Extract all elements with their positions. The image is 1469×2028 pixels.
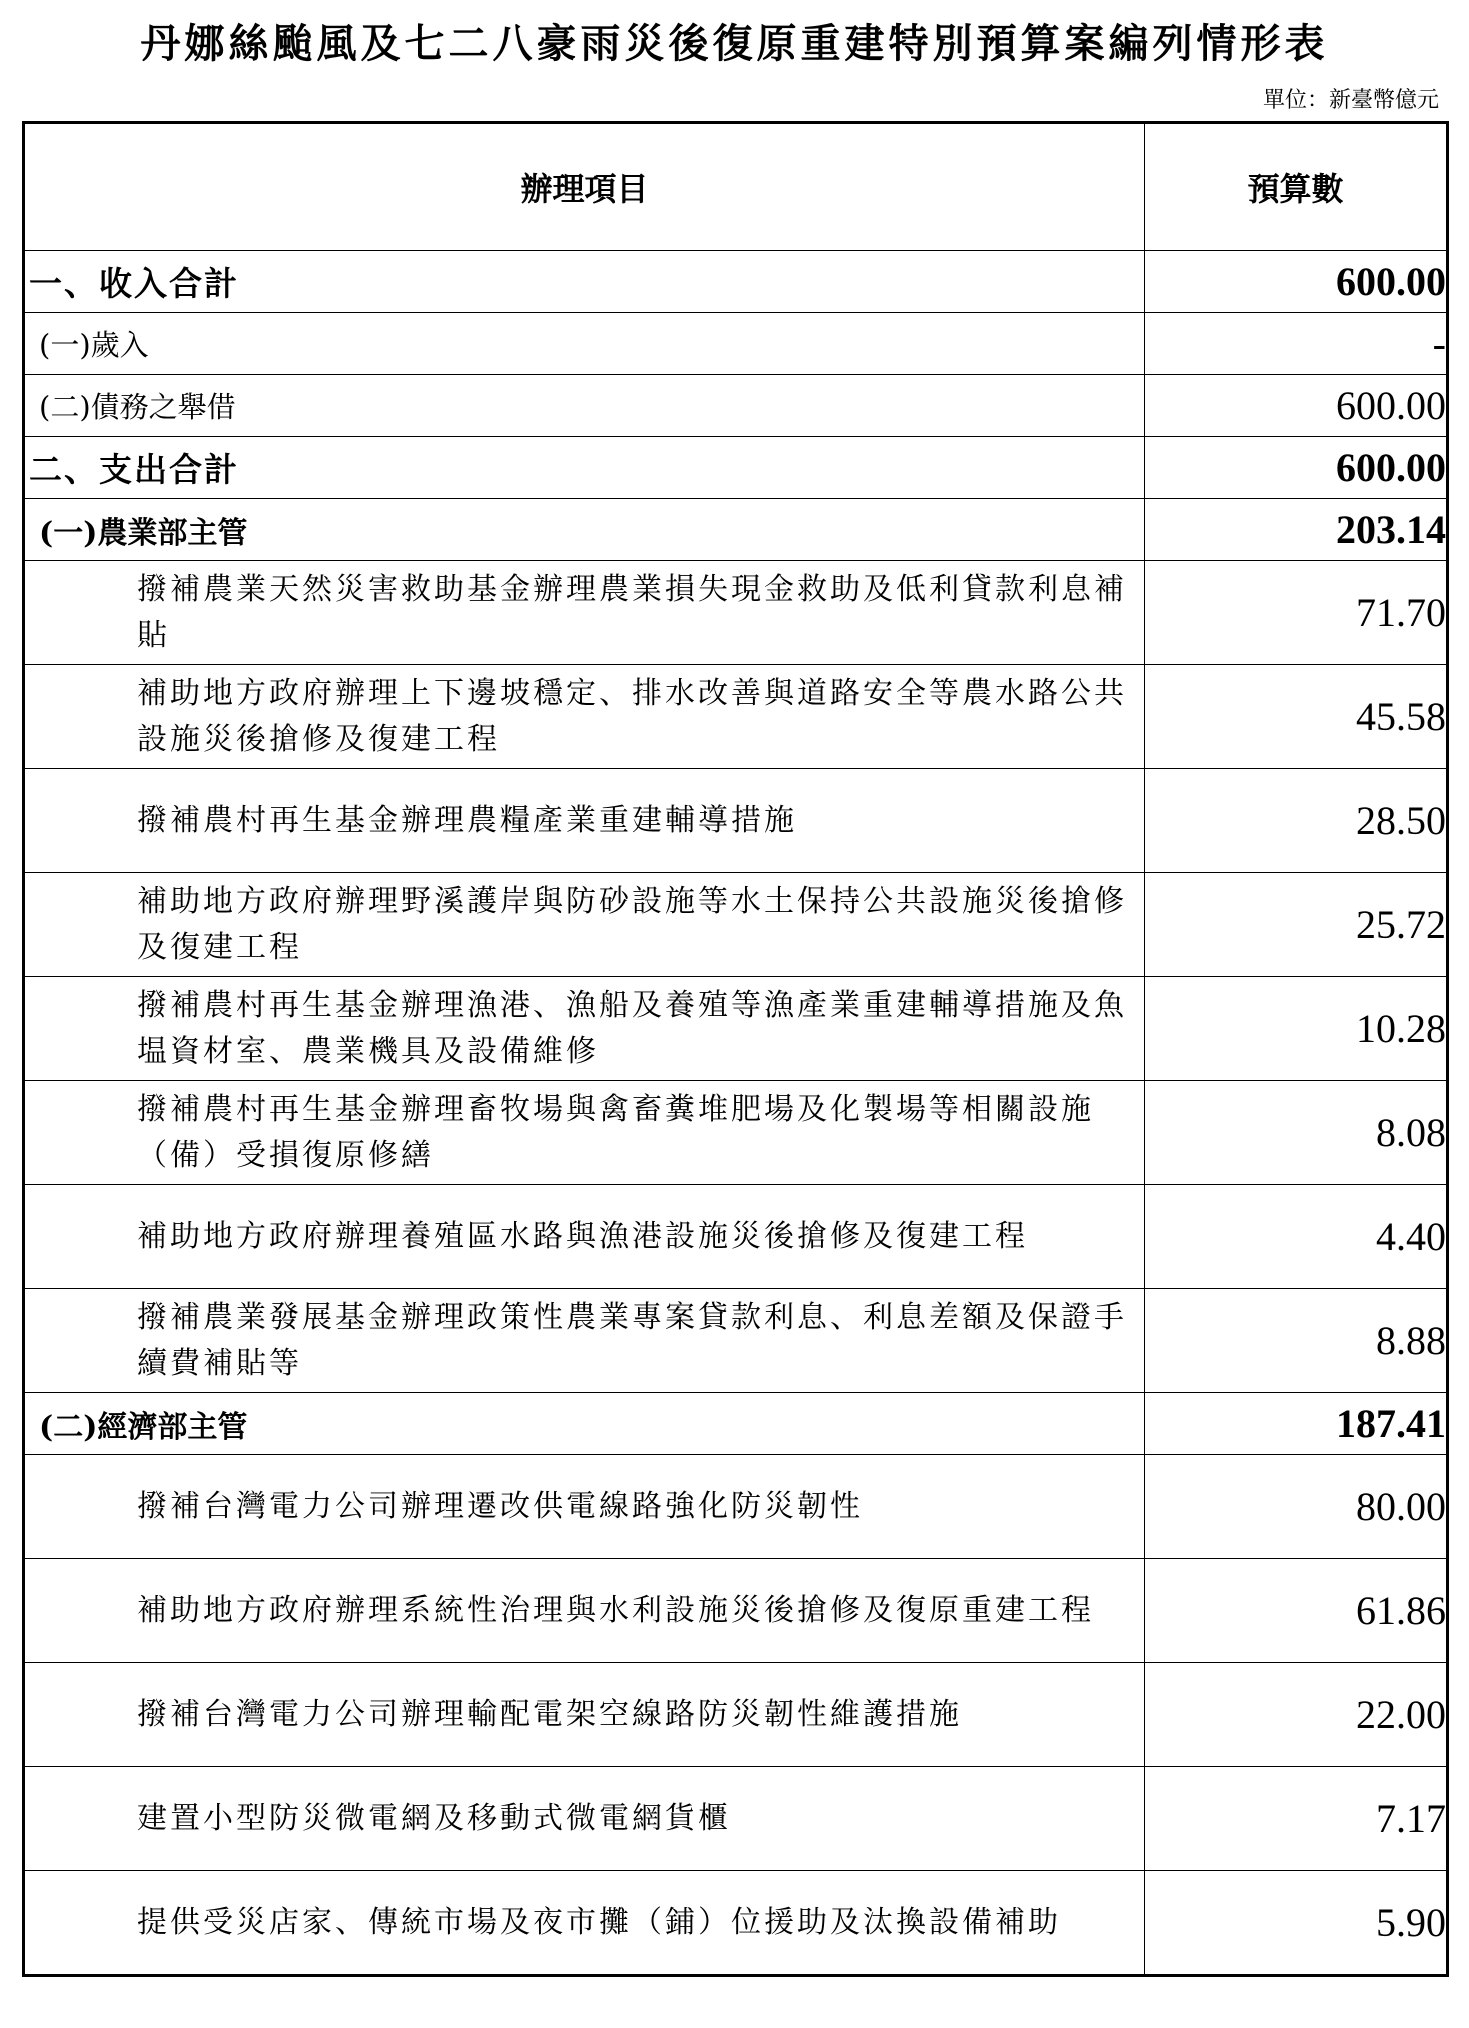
table-row-annual-revenue xyxy=(24,313,1448,375)
row-label: 補助地方政府辦理養殖區水路與漁港設施災後搶修及復建工程 xyxy=(24,1185,1145,1289)
table-row-debt-borrowing xyxy=(24,375,1448,437)
header-item: 辦理項目 xyxy=(24,123,1145,251)
row-label: (一)歲入 xyxy=(24,313,1145,375)
table-header-row xyxy=(24,123,1448,251)
table-row-economic-ministry xyxy=(24,1393,1448,1455)
row-amount: 28.50 xyxy=(1145,769,1448,873)
row-label: 補助地方政府辦理系統性治理與水利設施災後搶修及復原重建工程 xyxy=(24,1559,1145,1663)
row-label: 撥補農村再生基金辦理農糧產業重建輔導措施 xyxy=(24,769,1145,873)
row-label: 建置小型防災微電網及移動式微電網貨櫃 xyxy=(24,1767,1145,1871)
header-amount: 預算數 xyxy=(1145,123,1448,251)
table-row xyxy=(24,1455,1448,1559)
row-label: 一、收入合計 xyxy=(24,251,1145,313)
row-amount: 8.08 xyxy=(1145,1081,1448,1185)
row-amount: 7.17 xyxy=(1145,1767,1448,1871)
row-label: 撥補農業發展基金辦理政策性農業專案貸款利息、利息差額及保證手續費補貼等 xyxy=(24,1289,1145,1393)
table-row xyxy=(24,873,1448,977)
table-row xyxy=(24,1081,1448,1185)
budget-table xyxy=(22,121,1449,1977)
row-label: (二)經濟部主管 xyxy=(24,1393,1145,1455)
table-row xyxy=(24,1559,1448,1663)
row-label: 撥補台灣電力公司辦理輸配電架空線路防災韌性維護措施 xyxy=(24,1663,1145,1767)
table-row xyxy=(24,769,1448,873)
table-row-revenue-total xyxy=(24,251,1448,313)
row-label: 撥補台灣電力公司辦理遷改供電線路強化防災韌性 xyxy=(24,1455,1145,1559)
unit-label: 單位：新臺幣億元 xyxy=(1262,88,1439,113)
page-title: 丹娜絲颱風及七二八豪雨災後復原重建特別預算案編列情形表 xyxy=(140,20,1329,67)
row-amount: 22.00 xyxy=(1145,1663,1448,1767)
row-amount: 203.14 xyxy=(1145,499,1448,561)
table-row-expenditure-total xyxy=(24,437,1448,499)
row-label: 補助地方政府辦理野溪護岸與防砂設施等水土保持公共設施災後搶修及復建工程 xyxy=(24,873,1145,977)
row-amount: 10.28 xyxy=(1145,977,1448,1081)
row-amount: 187.41 xyxy=(1145,1393,1448,1455)
row-label: (一)農業部主管 xyxy=(24,499,1145,561)
row-amount: 80.00 xyxy=(1145,1455,1448,1559)
row-amount: 4.40 xyxy=(1145,1185,1448,1289)
row-amount: 600.00 xyxy=(1145,437,1448,499)
row-amount: 5.90 xyxy=(1145,1871,1448,1976)
table-row xyxy=(24,1663,1448,1767)
table-row-agriculture-ministry xyxy=(24,499,1448,561)
row-amount: 25.72 xyxy=(1145,873,1448,977)
row-amount: 45.58 xyxy=(1145,665,1448,769)
row-amount: - xyxy=(1145,313,1448,375)
table-row xyxy=(24,977,1448,1081)
table-row xyxy=(24,665,1448,769)
table-row xyxy=(24,1767,1448,1871)
row-amount: 600.00 xyxy=(1145,375,1448,437)
row-amount: 8.88 xyxy=(1145,1289,1448,1393)
row-label: 撥補農業天然災害救助基金辦理農業損失現金救助及低利貸款利息補貼 xyxy=(24,561,1145,665)
row-label: 補助地方政府辦理上下邊坡穩定、排水改善與道路安全等農水路公共設施災後搶修及復建工程 xyxy=(24,665,1145,769)
row-amount: 71.70 xyxy=(1145,561,1448,665)
row-amount: 600.00 xyxy=(1145,251,1448,313)
row-label: 二、支出合計 xyxy=(24,437,1145,499)
row-label: 提供受災店家、傳統市場及夜市攤（鋪）位援助及汰換設備補助 xyxy=(24,1871,1145,1976)
row-amount: 61.86 xyxy=(1145,1559,1448,1663)
row-label: (二)債務之舉借 xyxy=(24,375,1145,437)
table-row xyxy=(24,561,1448,665)
row-label: 撥補農村再生基金辦理漁港、漁船及養殖等漁產業重建輔導措施及魚塭資材室、農業機具及設備維修 xyxy=(24,977,1145,1081)
table-row xyxy=(24,1871,1448,1976)
row-label: 撥補農村再生基金辦理畜牧場與禽畜糞堆肥場及化製場等相關設施（備）受損復原修繕 xyxy=(24,1081,1145,1185)
table-row xyxy=(24,1185,1448,1289)
table-row xyxy=(24,1289,1448,1393)
